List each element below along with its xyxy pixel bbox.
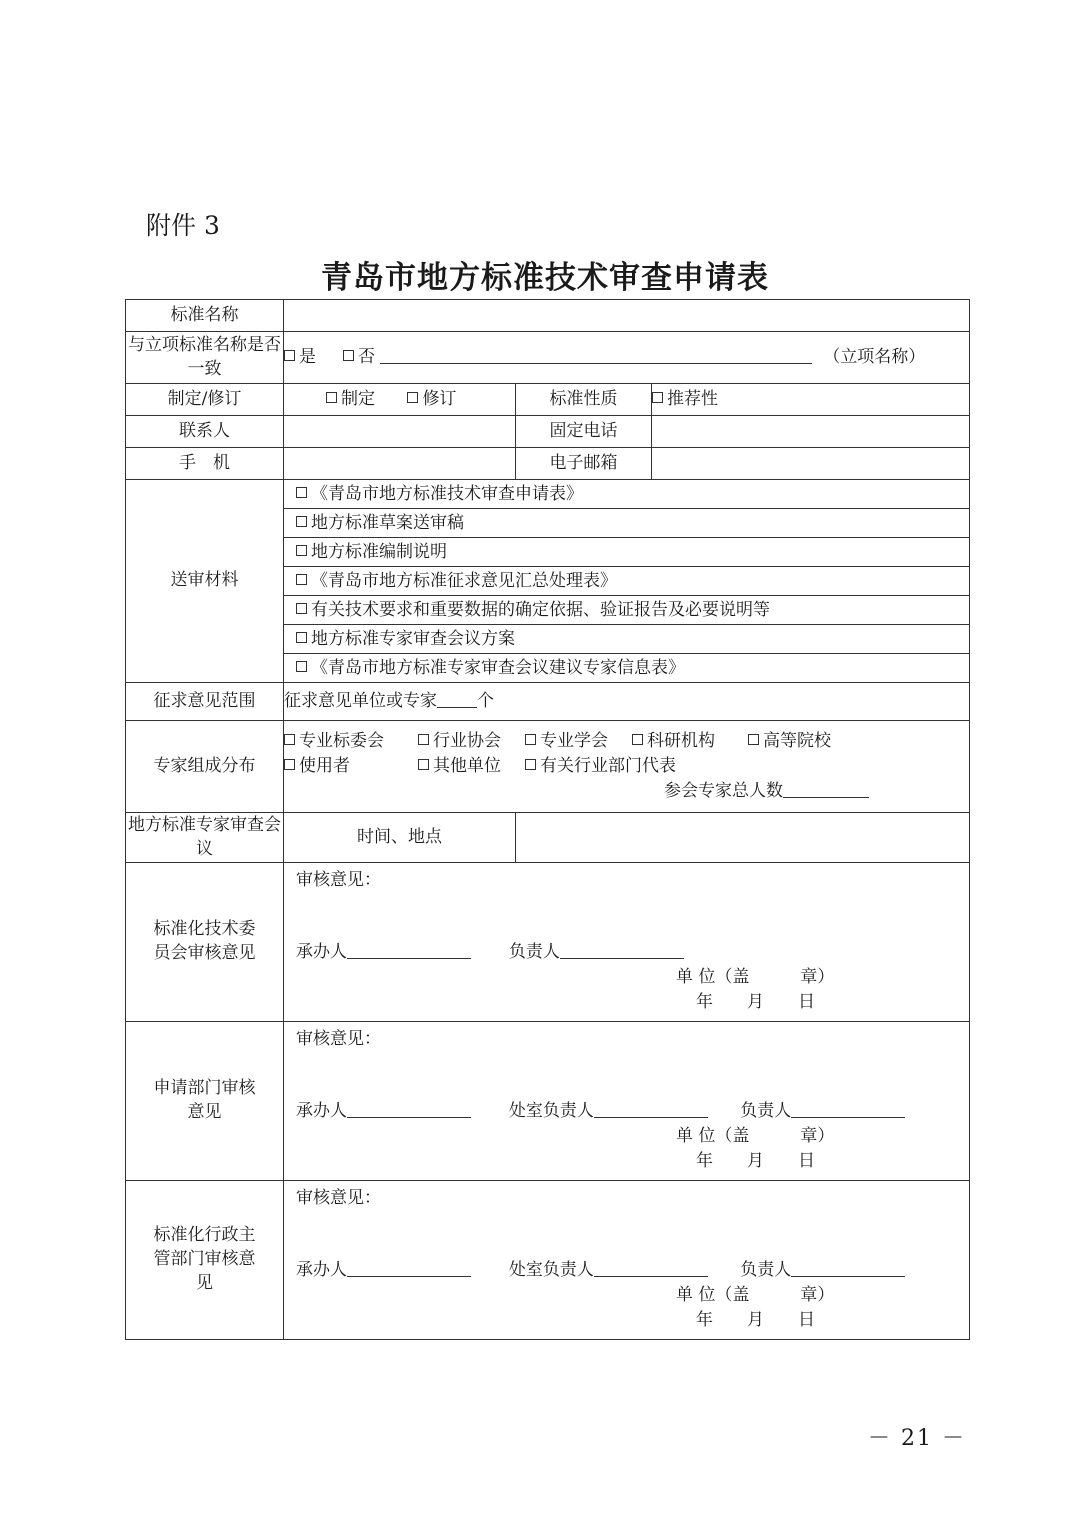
material-checkbox[interactable] — [296, 661, 307, 672]
material-item — [284, 625, 969, 654]
material-checkbox[interactable] — [296, 516, 307, 527]
materials-list — [284, 480, 970, 683]
meeting-label: 地方标准专家审查会议 — [126, 813, 284, 863]
expert-option-label: 行业协会 — [433, 731, 501, 751]
expert-checkbox[interactable] — [418, 759, 429, 770]
expert-checkbox[interactable] — [632, 734, 643, 745]
contact-label: 联系人 — [126, 416, 284, 448]
expert-checkbox[interactable] — [748, 734, 759, 745]
consistency-label: 与立项标准名称是否一致 — [126, 332, 284, 384]
review1-panel — [284, 863, 970, 1022]
expert-option-label: 有关行业部门代表 — [540, 756, 676, 776]
material-item — [284, 567, 969, 596]
material-item — [284, 654, 969, 682]
review1-handler-blank[interactable] — [347, 942, 471, 959]
review1-leader-blank[interactable] — [560, 942, 684, 959]
project-name-suffix: （立项名称） — [823, 346, 926, 367]
review2-handler-blank[interactable] — [347, 1101, 471, 1118]
review1-seal: 单 位（盖 章） — [676, 967, 835, 987]
material-item-label: 地方标准专家审查会议方案 — [311, 629, 515, 649]
nature-options — [652, 384, 970, 416]
review1-date: 年 月 日 — [696, 992, 815, 1012]
material-item-label: 《青岛市地方标准技术审查申请表》 — [311, 484, 583, 504]
material-checkbox[interactable] — [296, 545, 307, 556]
material-checkbox[interactable] — [296, 574, 307, 585]
consultation-field — [284, 683, 970, 721]
mobile-field[interactable] — [284, 448, 516, 480]
phone-label: 固定电话 — [516, 416, 652, 448]
experts-label: 专家组成分布 — [126, 721, 284, 813]
expert-checkbox[interactable] — [525, 759, 536, 770]
material-item-label: 有关技术要求和重要数据的确定依据、验证报告及必要说明等 — [311, 600, 770, 620]
revision-label: 制定/修订 — [126, 384, 284, 416]
expert-option-label: 专业学会 — [540, 731, 608, 751]
revise-option-label: 修订 — [422, 388, 457, 409]
yes-checkbox[interactable] — [284, 350, 295, 361]
mobile-label: 手 机 — [126, 448, 284, 480]
materials-label: 送审材料 — [126, 480, 284, 683]
no-checkbox[interactable] — [343, 350, 354, 361]
review3-office-leader-label: 处室负责人 — [508, 1260, 594, 1280]
material-item-label: 《青岛市地方标准征求意见汇总处理表》 — [311, 571, 617, 591]
review2-date: 年 月 日 — [696, 1151, 815, 1171]
review2-office-leader-blank[interactable] — [594, 1101, 708, 1118]
review2-handler-label: 承办人 — [296, 1101, 347, 1121]
review2-opinion-label: 审核意见： — [296, 1029, 381, 1049]
expert-option-label: 使用者 — [299, 756, 350, 776]
meeting-field[interactable] — [516, 813, 970, 863]
consultation-unit: 个 — [477, 690, 494, 711]
review3-panel — [284, 1181, 970, 1340]
material-item — [284, 538, 969, 567]
material-checkbox[interactable] — [296, 603, 307, 614]
email-field[interactable] — [652, 448, 970, 480]
no-option-label: 否 — [358, 346, 376, 367]
review2-panel — [284, 1022, 970, 1181]
phone-field[interactable] — [652, 416, 970, 448]
revision-options — [284, 384, 516, 416]
review1-opinion-label: 审核意见： — [296, 870, 381, 890]
expert-option-label: 科研机构 — [647, 731, 715, 751]
revise-checkbox[interactable] — [407, 392, 418, 403]
expert-checkbox[interactable] — [284, 734, 295, 745]
review3-leader-label: 负责人 — [740, 1260, 792, 1280]
email-label: 电子邮箱 — [516, 448, 652, 480]
material-item-label: 《青岛市地方标准专家审查会议建议专家信息表》 — [311, 658, 685, 678]
review1-label: 标准化技术委员会审核意见 — [126, 863, 284, 1022]
expert-total-label: 参会专家总人数 — [664, 781, 783, 801]
expert-checkbox[interactable] — [418, 734, 429, 745]
review1-leader-label: 负责人 — [508, 942, 560, 962]
form-title: 青岛市地方标准技术审查申请表 — [321, 260, 769, 296]
project-name-blank[interactable] — [380, 347, 812, 364]
consultation-text: 征求意见单位或专家 — [284, 690, 437, 711]
standard-name-field[interactable] — [284, 300, 970, 332]
review3-seal: 单 位（盖 章） — [676, 1285, 835, 1305]
review2-leader-label: 负责人 — [740, 1101, 792, 1121]
recommended-checkbox[interactable] — [652, 392, 663, 403]
material-checkbox[interactable] — [296, 487, 307, 498]
application-form-table — [125, 299, 970, 1340]
review3-handler-blank[interactable] — [347, 1260, 471, 1277]
material-item — [284, 509, 969, 538]
review3-date: 年 月 日 — [696, 1310, 815, 1330]
review2-seal: 单 位（盖 章） — [676, 1126, 835, 1146]
review3-label: 标准化行政主管部门审核意见 — [126, 1181, 284, 1340]
recommended-option-label: 推荐性 — [667, 388, 718, 409]
material-item — [284, 596, 969, 625]
yes-option-label: 是 — [299, 346, 316, 367]
standard-name-label: 标准名称 — [126, 300, 284, 332]
review1-handler-label: 承办人 — [296, 942, 347, 962]
review3-office-leader-blank[interactable] — [594, 1260, 708, 1277]
expert-option-label: 高等院校 — [763, 731, 831, 751]
review2-leader-blank[interactable] — [791, 1101, 905, 1118]
expert-checkbox[interactable] — [525, 734, 536, 745]
expert-option-label: 专业标委会 — [299, 731, 384, 751]
attachment-label: 附件 3 — [146, 211, 220, 240]
review3-leader-blank[interactable] — [791, 1260, 905, 1277]
expert-checkbox[interactable] — [284, 759, 295, 770]
review3-opinion-label: 审核意见： — [296, 1188, 381, 1208]
material-checkbox[interactable] — [296, 632, 307, 643]
page-number: － 21 － — [868, 1426, 966, 1451]
make-option-label: 制定 — [341, 388, 375, 409]
consultation-label: 征求意见范围 — [126, 683, 284, 721]
expert-option-label: 其他单位 — [433, 756, 501, 776]
consistency-field — [284, 332, 970, 384]
review2-office-leader-label: 处室负责人 — [508, 1101, 594, 1121]
meeting-sub-label: 时间、地点 — [284, 813, 516, 863]
material-item-label: 地方标准草案送审稿 — [311, 513, 464, 533]
review3-handler-label: 承办人 — [296, 1260, 347, 1280]
material-item-label: 地方标准编制说明 — [311, 542, 447, 562]
material-item — [284, 480, 969, 509]
review2-label: 申请部门审核意见 — [126, 1022, 284, 1181]
contact-field[interactable] — [284, 416, 516, 448]
nature-label: 标准性质 — [516, 384, 652, 416]
consultation-count-blank[interactable] — [437, 691, 477, 708]
experts-options — [284, 721, 970, 813]
expert-total-blank[interactable] — [783, 781, 869, 798]
make-checkbox[interactable] — [326, 392, 337, 403]
